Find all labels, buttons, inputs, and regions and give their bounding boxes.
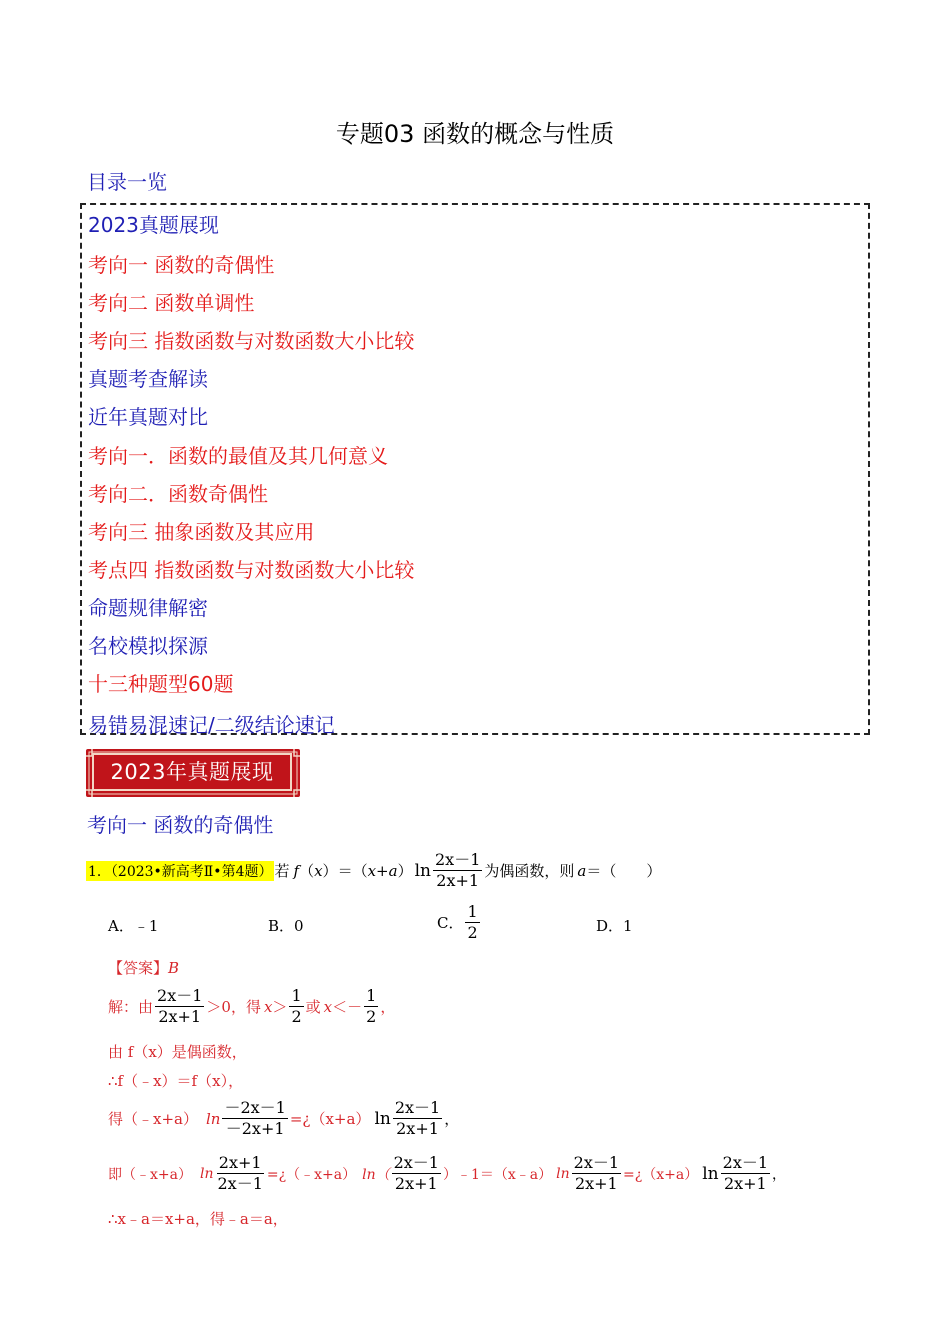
- solution-line-6: ∴x﹣a＝x+a，得﹣a＝a，: [108, 1210, 288, 1228]
- toc-item[interactable]: 近年真题对比: [88, 405, 208, 429]
- toc-heading: 目录一览: [87, 170, 167, 194]
- question-fraction: $\frac{2x-1}{2x+1}$: [434, 850, 481, 890]
- option-b[interactable]: B． 0: [268, 916, 304, 935]
- banner-label: 2023年真题展现: [92, 753, 292, 791]
- solution-line-2: 由 f（x）是偶函数，: [108, 1043, 247, 1061]
- toc-item[interactable]: 考向二．函数奇偶性: [88, 482, 268, 506]
- toc-item[interactable]: 十三种题型60题: [88, 672, 234, 696]
- section-heading: 考向一 函数的奇偶性: [87, 813, 274, 837]
- section-banner: [84, 746, 302, 800]
- solution-line-5: 即（﹣x+a） ln $\frac{2x+1}{2x-1}$ =¿（﹣x+a） ln（ $\frac{2x-1}{2x+1}$ ）﹣1＝（x﹣a） ln $\frac{2x-1}{2x+1}$ =¿（x+a） ln $\frac{2x-1}{2x+1}$ ，: [108, 1153, 787, 1193]
- question-stem: 1．（2023•新高考Ⅱ•第4题） 若 f （ x ） ＝ （ x+a ） ln $\frac{2x-1}{2x+1}$ 为偶函数，则 a ＝（ ）: [88, 850, 662, 890]
- toc-item[interactable]: 考点四 指数函数与对数函数大小比较: [88, 558, 415, 582]
- question-source: 1．（2023•新高考Ⅱ•第4题）: [86, 861, 274, 881]
- toc-item[interactable]: 命题规律解密: [88, 596, 208, 620]
- toc-item[interactable]: 考向二 函数单调性: [88, 291, 255, 315]
- toc-item[interactable]: 考向三 抽象函数及其应用: [88, 520, 315, 544]
- option-d[interactable]: D． 1: [596, 916, 633, 935]
- toc-item[interactable]: 真题考查解读: [88, 367, 208, 391]
- toc-box: [80, 203, 870, 735]
- option-a[interactable]: A． ﹣1: [108, 917, 159, 935]
- toc-item[interactable]: 2023真题展现: [88, 213, 219, 237]
- solution-line-4: 得（﹣x+a） ln $\frac{-2x-1}{-2x+1}$ =¿（x+a） ln $\frac{2x-1}{2x+1}$ ，: [108, 1098, 460, 1138]
- toc-item[interactable]: 易错易混速记/二级结论速记: [88, 713, 335, 737]
- toc-item[interactable]: 考向三 指数函数与对数函数大小比较: [88, 329, 415, 353]
- page-title: 专题03 函数的概念与性质: [335, 120, 615, 148]
- solution-line-1: 解：由 $\frac{2x-1}{2x+1}$ ＞0，得 x ＞ $\frac{1}{2}$ 或 x ＜－ $\frac{1}{2}$ ，: [108, 986, 396, 1026]
- toc-item[interactable]: 考向一 函数的奇偶性: [88, 253, 275, 277]
- solution-line-3: ∴f（﹣x）＝f（x），: [108, 1072, 244, 1090]
- toc-item[interactable]: 考向一．函数的最值及其几何意义: [88, 444, 388, 468]
- toc-item[interactable]: 名校模拟探源: [88, 634, 208, 658]
- option-c[interactable]: C． $\frac{1}{2}$: [437, 902, 478, 942]
- answer-line: 【答案】 B: [108, 958, 180, 977]
